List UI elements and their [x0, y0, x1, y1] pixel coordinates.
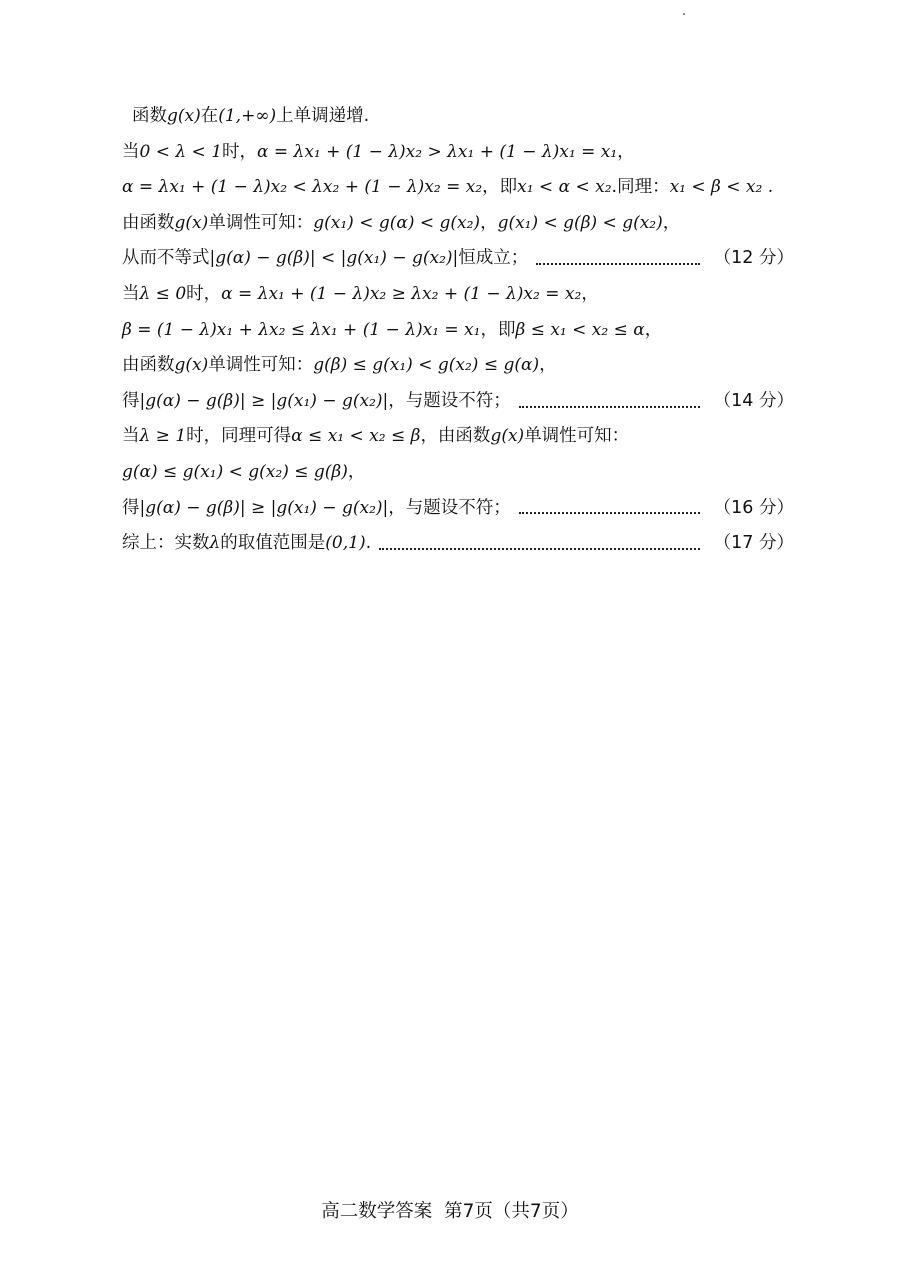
- score-label: （16 分）: [713, 497, 794, 518]
- text: ，: [480, 212, 498, 233]
- solution-text: [122, 99, 794, 562]
- math-interval: (0,1): [325, 533, 366, 554]
- text: ，: [644, 319, 663, 340]
- math-expression: α = λx₁ + (1 − λ)x₂ ≥ λx₂ + (1 − λ)x₂ = x₂: [221, 283, 582, 304]
- math-expression: |g(α) − g(β)| ≥ |g(x₁) − g(x₂)|: [139, 390, 389, 411]
- score-label: （14 分）: [713, 390, 794, 411]
- text: 在: [200, 106, 219, 126]
- text: 时，: [222, 141, 258, 162]
- text: 单调性可知：: [208, 355, 314, 376]
- text: 当: [122, 141, 140, 162]
- text: 当: [122, 426, 140, 447]
- math-expression: x₁ < α < x₂: [517, 177, 612, 198]
- score-label: （12 分）: [713, 248, 794, 269]
- text: 恒成立；: [458, 248, 529, 269]
- math-expression: α = λx₁ + (1 − λ)x₂ > λx₁ + (1 − λ)x₁ = x₁: [257, 141, 618, 162]
- text: 时，: [186, 283, 222, 304]
- text: 综上：实数: [122, 533, 210, 554]
- line-monotonicity-1: [122, 206, 794, 242]
- score-label: （17 分）: [713, 533, 794, 554]
- page-footer: 高二数学答案 第7页（共7页）: [321, 1201, 579, 1222]
- text: 单调性可知：: [208, 212, 314, 233]
- text: 得: [122, 390, 140, 411]
- dot-leader: [379, 546, 699, 550]
- dot-leader: [519, 510, 700, 514]
- text: 单调性可知：: [524, 426, 630, 447]
- text: 当: [122, 283, 140, 304]
- dot-leader: [536, 261, 699, 265]
- text: 上单调递增.: [276, 106, 370, 126]
- text: ，: [581, 283, 599, 304]
- text: 时，同理可得: [186, 426, 292, 447]
- math-expression: g(α) ≤ g(x₁) < g(x₂) ≤ g(β): [122, 461, 348, 482]
- line-case-lambda-ge-one: [122, 419, 794, 455]
- text: ，: [662, 212, 681, 233]
- math-condition: 0 < λ < 1: [139, 141, 223, 162]
- text: 由函数: [122, 212, 175, 233]
- text: ，由函数: [420, 426, 491, 447]
- math-expression: g(x): [174, 212, 209, 233]
- math-condition: λ ≤ 0: [139, 283, 187, 304]
- text: ，与题设不符；: [388, 390, 511, 411]
- text: ，: [617, 141, 635, 162]
- text: 得: [122, 497, 140, 518]
- text: 从而不等式: [122, 248, 210, 269]
- line-beta-bound: [122, 313, 794, 349]
- math-interval: (1,+∞): [218, 106, 277, 126]
- line-case-lambda-nonpositive: [122, 277, 794, 313]
- math-expression: g(β) ≤ g(x₁) < g(x₂) ≤ g(α): [313, 355, 540, 376]
- line-case-lambda-between: [122, 135, 794, 171]
- math-expression: β ≤ x₁ < x₂ ≤ α: [515, 319, 645, 340]
- line-inequality-holds: [122, 241, 794, 277]
- math-expression: g(x₁) < g(α) < g(x₂): [313, 212, 481, 233]
- line-contradiction-1: [122, 384, 794, 420]
- math-expression: α ≤ x₁ < x₂ ≤ β: [291, 426, 421, 447]
- math-symbol: λ: [209, 533, 221, 554]
- math-expression: g(x): [167, 106, 201, 126]
- text: ，与题设不符；: [388, 497, 511, 518]
- line-monotonic-increase: [122, 99, 794, 135]
- text: ，: [347, 461, 366, 482]
- math-expression: g(x): [490, 426, 525, 447]
- text: .同理：: [611, 177, 670, 198]
- math-condition: λ ≥ 1: [139, 426, 187, 447]
- text: 函数: [132, 106, 167, 126]
- text: 由函数: [122, 355, 175, 376]
- math-expression: α = λx₁ + (1 − λ)x₂ < λx₂ + (1 − λ)x₂ = x₂: [122, 177, 483, 198]
- text: 的取值范围是: [220, 533, 326, 554]
- line-monotonicity-2: [122, 348, 794, 384]
- dot-leader: [519, 404, 700, 408]
- text: ，即: [480, 319, 516, 340]
- line-alpha-bound: [122, 170, 794, 206]
- math-expression: x₁ < β < x₂ .: [669, 177, 774, 198]
- math-expression: |g(α) − g(β)| < |g(x₁) − g(x₂)|: [209, 248, 459, 269]
- text: .: [365, 533, 372, 554]
- math-expression: g(x₁) < g(β) < g(x₂): [497, 212, 663, 233]
- line-conclusion: [122, 526, 794, 562]
- line-contradiction-2: [122, 491, 794, 527]
- text: ，即: [482, 177, 518, 198]
- text: ，: [539, 355, 557, 376]
- line-monotonicity-3: [122, 455, 794, 491]
- math-expression: β = (1 − λ)x₁ + λx₂ ≤ λx₁ + (1 − λ)x₁ = x₁: [122, 319, 481, 340]
- math-expression: |g(α) − g(β)| ≥ |g(x₁) − g(x₂)|: [139, 497, 389, 518]
- scan-speck: [683, 13, 685, 15]
- math-expression: g(x): [174, 355, 209, 376]
